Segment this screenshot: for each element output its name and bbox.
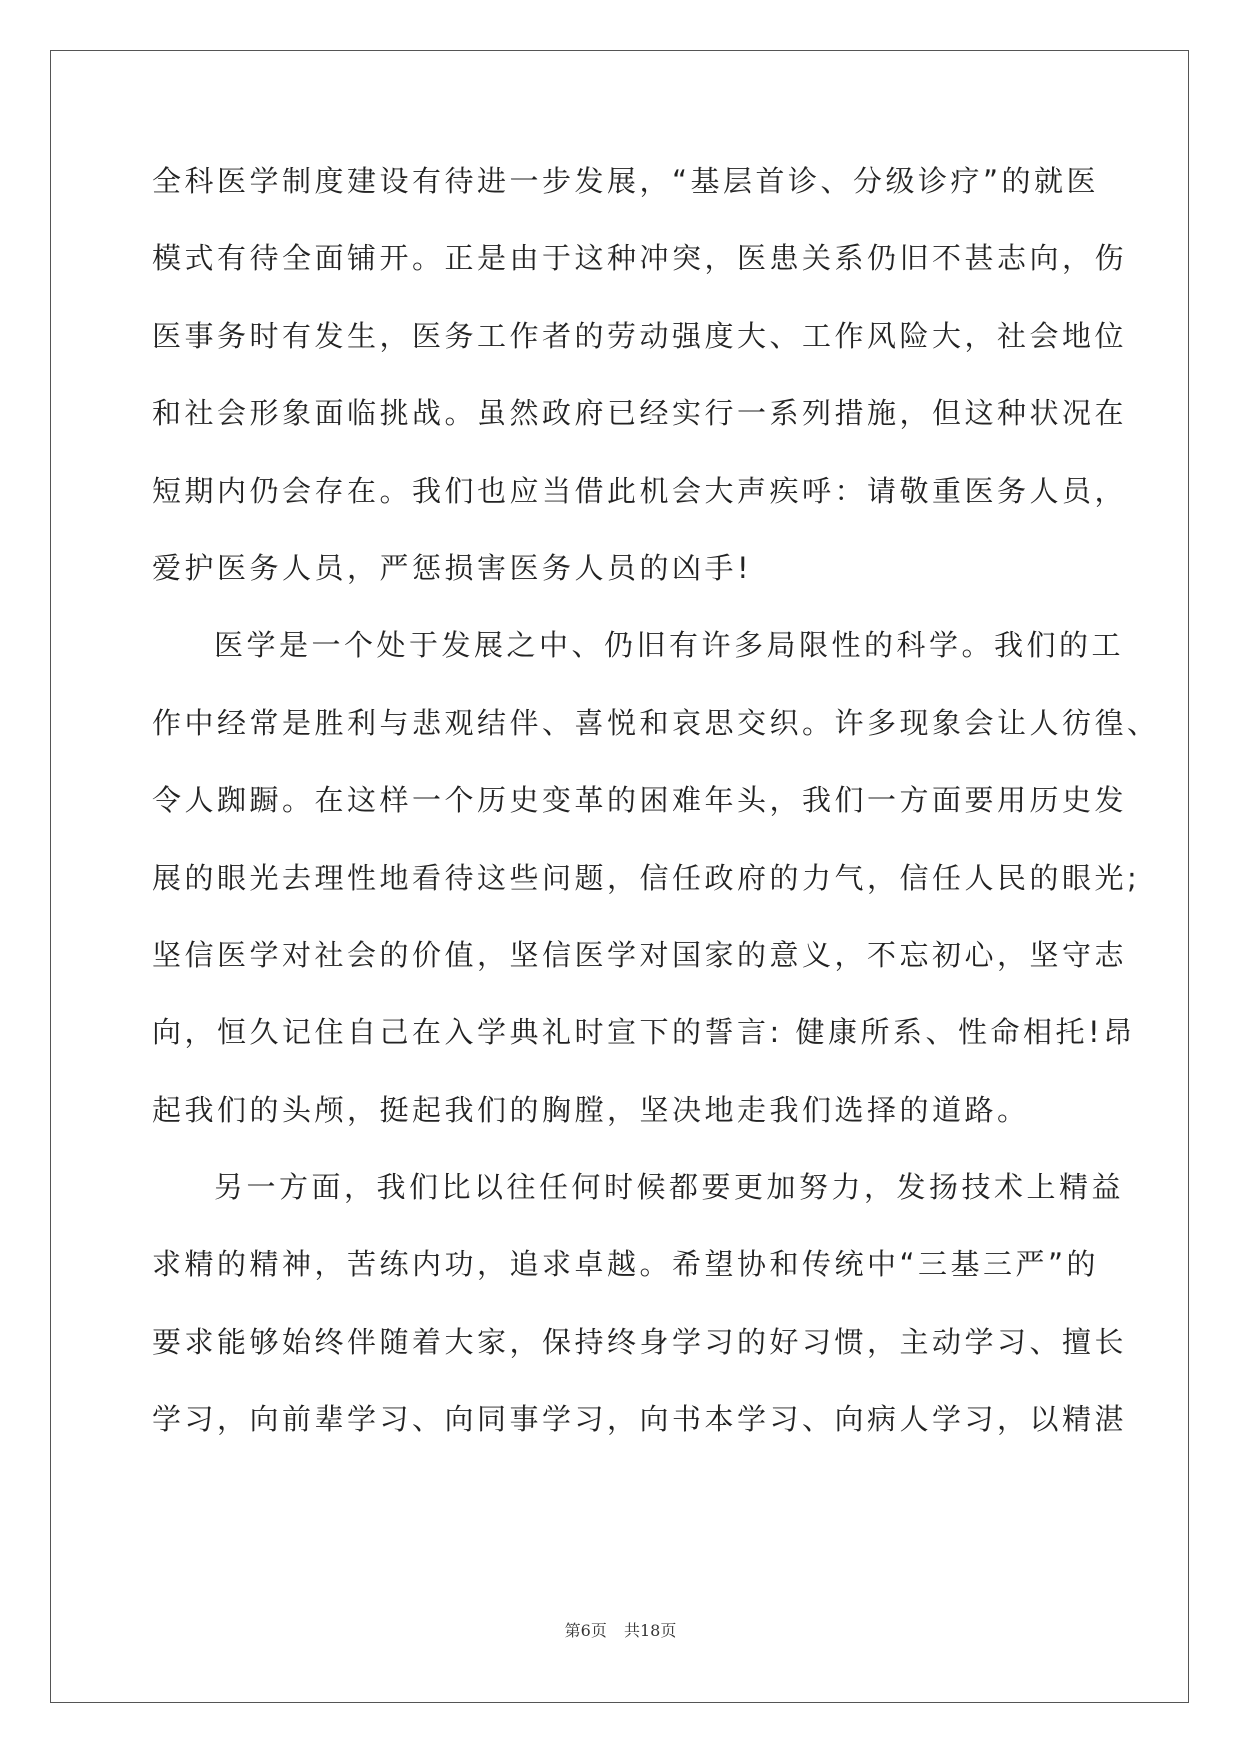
text-line: 医事务时有发生，医务工作者的劳动强度大、工作风险大，社会地位 (152, 318, 1128, 353)
page-number: 第6页 (564, 1621, 607, 1640)
text-line: 短期内仍会存在。我们也应当借此机会大声疾呼：请敬重医务人员， (152, 473, 1128, 508)
text-line: 爱护医务人员，严惩损害医务人员的凶手! (152, 550, 753, 585)
text-line: 向，恒久记住自己在入学典礼时宣下的誓言: 健康所系、性命相托!昂 (152, 1015, 1136, 1050)
text-line: 学习，向前辈学习、向同事学习，向书本学习、向病人学习，以精湛 (152, 1402, 1128, 1437)
text-line: 求精的精神，苦练内功，追求卓越。希望协和传统中“三基三严”的 (152, 1247, 1100, 1282)
text-line: 和社会形象面临挑战。虽然政府已经实行一系列措施，但这种状况在 (152, 396, 1128, 431)
page-footer (0, 1618, 1241, 1641)
page-total: 共18页 (623, 1621, 677, 1640)
document-body (152, 161, 1160, 1477)
text-line: 模式有待全面铺开。正是由于这种冲突，医患关系仍旧不甚志向，伤 (152, 241, 1128, 276)
text-line: 医学是一个处于发展之中、仍旧有许多局限性的科学。我们的工 (214, 628, 1125, 663)
text-line: 另一方面，我们比以往任何时候都要更加努力，发扬技术上精益 (214, 1170, 1125, 1205)
text-line: 令人踟蹰。在这样一个历史变革的困难年头，我们一方面要用历史发 (152, 783, 1128, 818)
text-line: 坚信医学对社会的价值，坚信医学对国家的意义，不忘初心，坚守志 (152, 937, 1128, 972)
text-line: 全科医学制度建设有待进一步发展，“基层首诊、分级诊疗”的就医 (152, 164, 1100, 198)
text-line: 起我们的头颅，挺起我们的胸膛，坚决地走我们选择的道路。 (152, 1092, 1030, 1127)
text-line: 展的眼光去理性地看待这些问题，信任政府的力气，信任人民的眼光; (152, 860, 1141, 895)
text-line: 要求能够始终伴随着大家，保持终身学习的好习惯，主动学习、擅长 (152, 1324, 1128, 1359)
text-line: 作中经常是胜利与悲观结伴、喜悦和哀思交织。许多现象会让人彷徨、 (152, 705, 1160, 740)
